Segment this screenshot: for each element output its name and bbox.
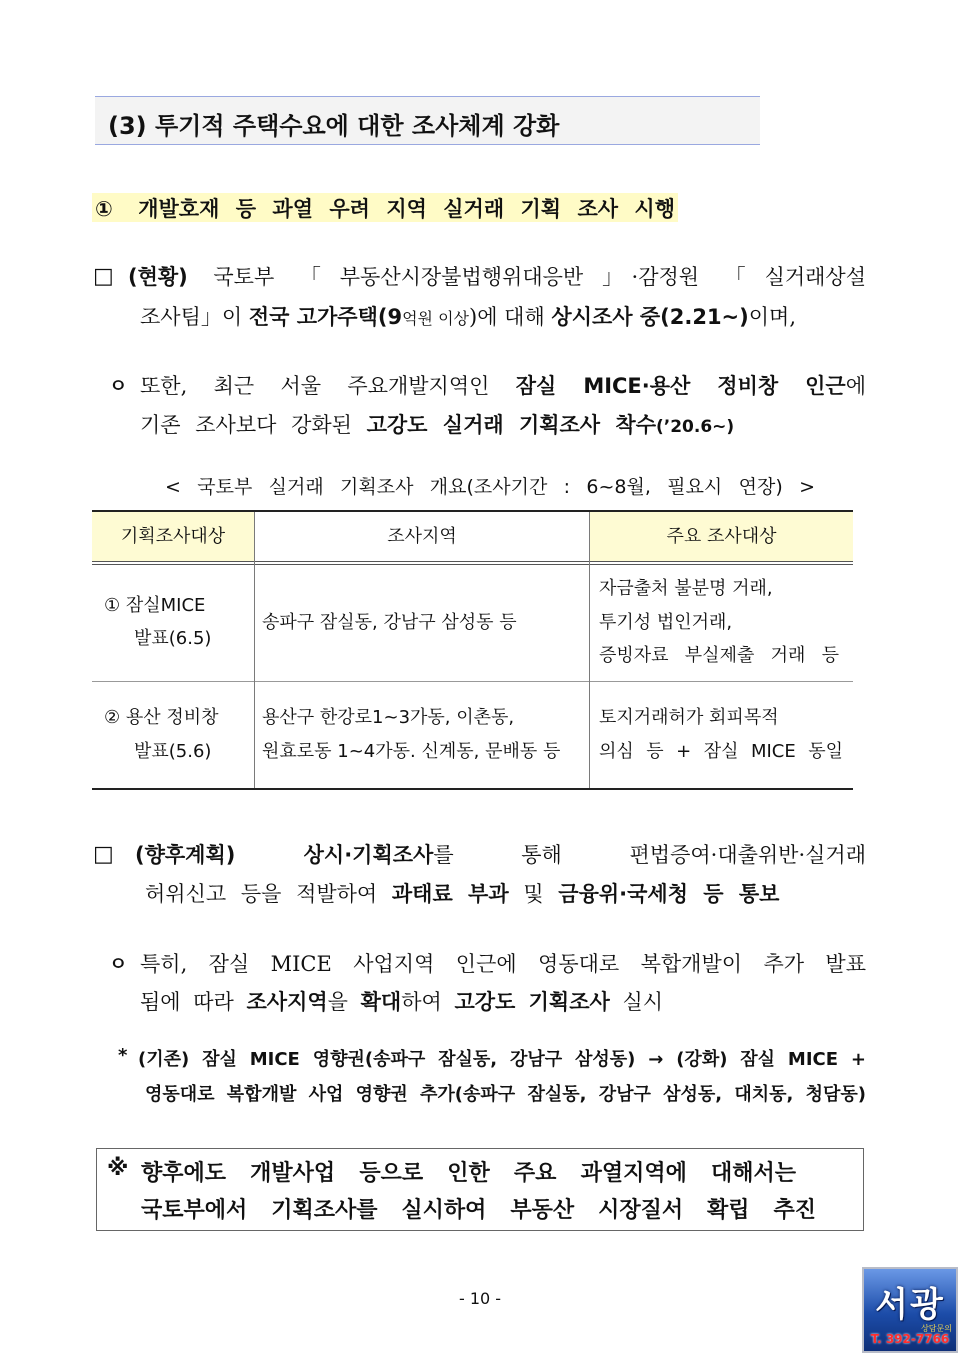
- table-top-rule: [92, 510, 853, 512]
- bullet2-seg: 됨에 따라: [140, 990, 247, 1014]
- status-line-2: [140, 302, 866, 332]
- plan-seg-bold: (향후계획) 상시·기획조사: [135, 843, 434, 867]
- bullet2-seg: 실시: [609, 990, 664, 1014]
- row1-target-date: 발표(6.5): [134, 628, 212, 649]
- plan-seg-bold: 과태료 부과: [391, 882, 509, 906]
- subheading-text: ① 개발호재 등 과열 우려 지역 실거래 기획 조사 시행: [95, 197, 675, 221]
- row1-item: 증빙자료 부실제출 거래 등: [599, 645, 839, 666]
- bullet1-seg-bold: 고강도 실거래 기획조사 착수: [366, 413, 656, 437]
- status-line-1: [128, 262, 866, 292]
- row2-target: ② 용산 정비창: [104, 707, 219, 728]
- plan-seg-bold: 금융위·국세청 등 통보: [558, 882, 780, 906]
- header-target: 기획조사대상: [120, 526, 226, 547]
- plan-seg: 허위신고 등을 적발하여: [145, 882, 392, 906]
- bullet2-seg-bold: 조사지역: [246, 990, 328, 1014]
- plan-seg: 및: [508, 882, 559, 906]
- circle-bullet-icon: ㅇ: [109, 375, 128, 397]
- row2-item: 의심 등 + 잠실 MICE 동일: [599, 741, 843, 762]
- section-title: (3) 투기적 주택수요에 대한 조사체계 강화: [108, 112, 560, 140]
- row1-region: 송파구 잠실동, 강남구 삼성동 등: [262, 612, 517, 633]
- status-seg: )에 대해: [469, 305, 552, 329]
- status-seg-small: 억원 이상: [402, 309, 469, 328]
- footnote-line-1: (기존) 잠실 MICE 영향권(송파구 잠실동, 강남구 삼성동) → (강화) 잠실 MICE +: [138, 1049, 866, 1069]
- bullet2-seg: 하여: [401, 990, 455, 1014]
- survey-table: [92, 510, 853, 790]
- status-seg: 이며,: [748, 305, 797, 329]
- table-caption: < 국토부 실거래 기획조사 개요(조사기간 : 6~8월, 필요시 연장) >: [165, 476, 815, 498]
- reference-mark-icon: ※: [107, 1156, 129, 1181]
- table-bottom-rule: [92, 788, 853, 790]
- header-double-rule: [92, 564, 853, 565]
- bullet1-seg-bold: 잠실 MICE·용산 정비창 인근: [515, 374, 846, 398]
- logo-subtitle: 상담문의: [921, 1324, 952, 1333]
- status-label: (현황): [128, 265, 188, 289]
- bullet2-seg-bold: 확대: [360, 990, 402, 1014]
- section-header: [95, 96, 760, 145]
- bullet1-seg: 또한, 최근 서울 주요개발지역인: [140, 374, 516, 398]
- bullet1-seg: 기존 조사보다 강화된: [140, 413, 367, 437]
- row2-region: 원효로동 1~4가동. 신계동, 문배동 등: [262, 741, 561, 762]
- circle-bullet-icon: ㅇ: [109, 953, 128, 975]
- bullet1-seg: 에: [845, 374, 866, 398]
- logo-name: 서광: [875, 1285, 945, 1325]
- bullet2-line-1: [140, 949, 866, 979]
- row1-item: 투기성 법인거래,: [599, 612, 733, 633]
- square-bullet-icon: □: [93, 842, 114, 867]
- bullet2-seg: 특히, 잠실 MICE 사업지역 인근에 영동대로 복합개발이 추가 발표: [140, 952, 866, 976]
- footnote-line-2: 영동대로 복합개발 사업 영향권 추가(송파구 잠실동, 강남구 삼성동, 대치동, 청담동): [145, 1084, 866, 1104]
- plan-line-2: [145, 879, 866, 909]
- bullet1-line-1: [140, 371, 866, 401]
- row1-item: 자금출처 불분명 거래,: [599, 578, 773, 599]
- plan-line-1: [135, 840, 866, 870]
- row-divider: [92, 681, 853, 682]
- column-divider: [254, 512, 255, 788]
- notice-line-2: 국토부에서 기획조사를 실시하여 부동산 시장질서 확립 추진: [141, 1198, 816, 1223]
- header-items: 주요 조사대상: [666, 526, 777, 547]
- status-seg: 조사팀」이: [140, 305, 249, 329]
- bullet2-seg: 을: [327, 990, 361, 1014]
- plan-seg: 를 통해 편법증여·대출위반·실거래: [433, 843, 866, 867]
- column-divider: [589, 512, 590, 788]
- status-text: 국토부 「부동산시장불법행위대응반」·감정원 「실거래상설: [187, 265, 866, 289]
- bullet2-line-2: [140, 987, 866, 1017]
- subheading-highlight: [92, 193, 678, 222]
- status-seg-bold: 전국 고가주택(9: [248, 305, 403, 329]
- status-seg-bold: 상시조사 중(2.21~): [551, 305, 749, 329]
- bullet2-seg-bold: 고강도 기획조사: [454, 990, 610, 1014]
- page-number: - 10 -: [458, 1289, 502, 1308]
- footnote-mark: *: [118, 1045, 128, 1066]
- square-bullet-icon: □: [93, 264, 114, 289]
- row2-target-date: 발표(5.6): [134, 741, 212, 762]
- company-logo: [862, 1267, 958, 1353]
- logo-phone: T. 392-7766: [870, 1332, 950, 1346]
- row2-item: 토지거래허가 회피목적: [599, 707, 779, 728]
- notice-line-1: 향후에도 개발사업 등으로 인한 주요 과열지역에 대해서는: [141, 1161, 796, 1186]
- header-double-rule: [92, 561, 853, 562]
- bullet1-line-2: [140, 410, 866, 440]
- notice-box: [96, 1148, 864, 1231]
- header-region: 조사지역: [387, 526, 457, 547]
- row1-target: ① 잠실MICE: [104, 595, 206, 616]
- bullet1-date: (’20.6~): [655, 417, 735, 437]
- row2-region: 용산구 한강로1~3가동, 이촌동,: [262, 707, 515, 728]
